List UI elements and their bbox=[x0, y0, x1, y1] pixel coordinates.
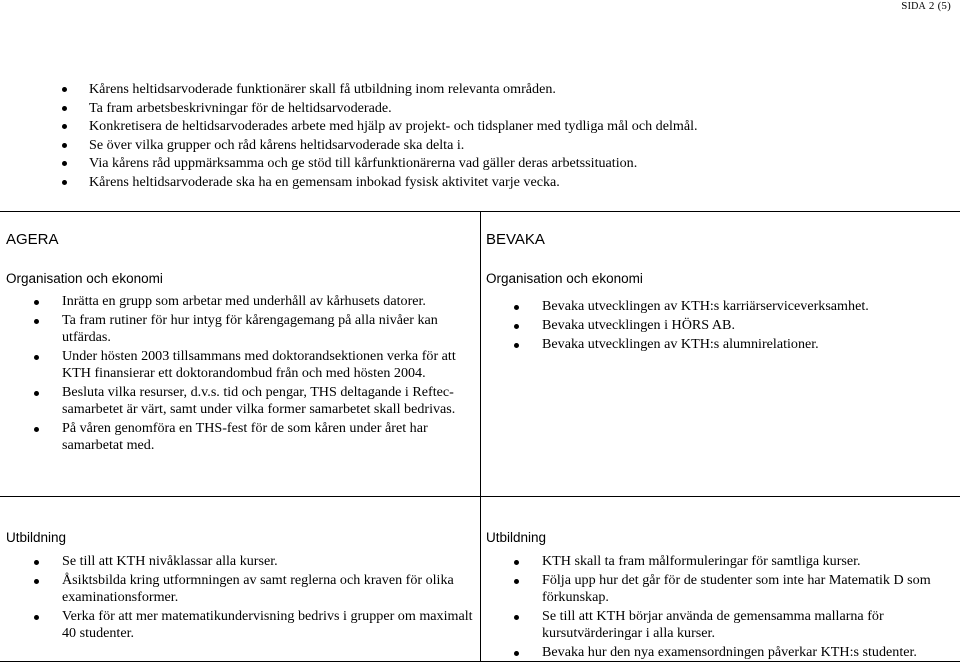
bevaka-org-list bbox=[514, 298, 944, 355]
list-item: Konkretisera de heltidsarvoderades arbete med hjälp av projekt- och tidsplaner med tydliga mål och delmål. bbox=[62, 117, 942, 136]
list-item: Bevaka utvecklingen av KTH:s karriärserviceverksamhet. bbox=[514, 298, 944, 315]
list-item: Bevaka utvecklingen i HÖRS AB. bbox=[514, 317, 944, 334]
list-item: Åsiktsbilda kring utformningen av samt reglerna och kraven för olika examinationsformer. bbox=[34, 572, 480, 606]
page-number-value: 2 (5) bbox=[925, 0, 951, 12]
list-item: Kårens heltidsarvoderade ska ha en gemensam inbokad fysisk aktivitet varje vecka. bbox=[62, 173, 942, 192]
list-item: Bevaka hur den nya examensordningen påverkar KTH:s studenter. bbox=[514, 644, 954, 661]
list-item: Via kårens råd uppmärksamma och ge stöd till kårfunktionärerna vad gäller deras arbetssituation. bbox=[62, 154, 942, 173]
list-item: På våren genomföra en THS-fest för de som kåren under året har samarbetat med. bbox=[34, 420, 480, 454]
list-item: KTH skall ta fram målformuleringar för samtliga kurser. bbox=[514, 553, 954, 570]
page-number bbox=[901, 0, 951, 12]
list-item: Inrätta en grupp som arbetar med underhåll av kårhusets datorer. bbox=[34, 293, 480, 310]
agera-org-list bbox=[34, 293, 480, 456]
agera-edu-title: Utbildning bbox=[6, 530, 67, 545]
list-item: Verka för att mer matematikundervisning bedrivs i grupper om maximalt 40 studenter. bbox=[34, 608, 480, 642]
page-number-prefix: S bbox=[901, 0, 908, 12]
list-item: Se till att KTH nivåklassar alla kurser. bbox=[34, 553, 480, 570]
bevaka-edu-list bbox=[514, 553, 954, 663]
bevaka-header: BEVAKA bbox=[486, 231, 545, 248]
list-item: Kårens heltidsarvoderade funktionärer skall få utbildning inom relevanta områden. bbox=[62, 80, 942, 99]
agera-header: AGERA bbox=[6, 231, 59, 248]
list-item: Besluta vilka resurser, d.v.s. tid och pengar, THS deltagande i Reftec-samarbetet är värt, samt under vilka former samarbetet skall bedrivas. bbox=[34, 384, 480, 418]
list-item: Följa upp hur det går för de studenter som inte har Matematik D som förkunskap. bbox=[514, 572, 954, 606]
list-item: Bevaka utvecklingen av KTH:s alumnirelationer. bbox=[514, 336, 944, 353]
goals-list bbox=[62, 80, 942, 192]
column-divider bbox=[480, 211, 481, 662]
page-number-smallcaps: IDA bbox=[907, 1, 926, 12]
list-item: Ta fram arbetsbeskrivningar för de heltidsarvoderade. bbox=[62, 99, 942, 118]
list-item: Ta fram rutiner för hur intyg för kårengagemang på alla nivåer kan utfärdas. bbox=[34, 312, 480, 346]
list-item: Se över vilka grupper och råd kårens heltidsarvoderade ska delta i. bbox=[62, 136, 942, 155]
list-item: Se till att KTH börjar använda de gemensamma mallarna för kursutvärderingar i alla kurser. bbox=[514, 608, 954, 642]
bevaka-org-title: Organisation och ekonomi bbox=[486, 271, 643, 286]
list-item: Under hösten 2003 tillsammans med doktorandsektionen verka för att KTH finansierar ett doktorandombud från och med hösten 2004. bbox=[34, 348, 480, 382]
agera-org-title: Organisation och ekonomi bbox=[6, 271, 163, 286]
agera-edu-list bbox=[34, 553, 480, 644]
bevaka-edu-title: Utbildning bbox=[486, 530, 547, 545]
